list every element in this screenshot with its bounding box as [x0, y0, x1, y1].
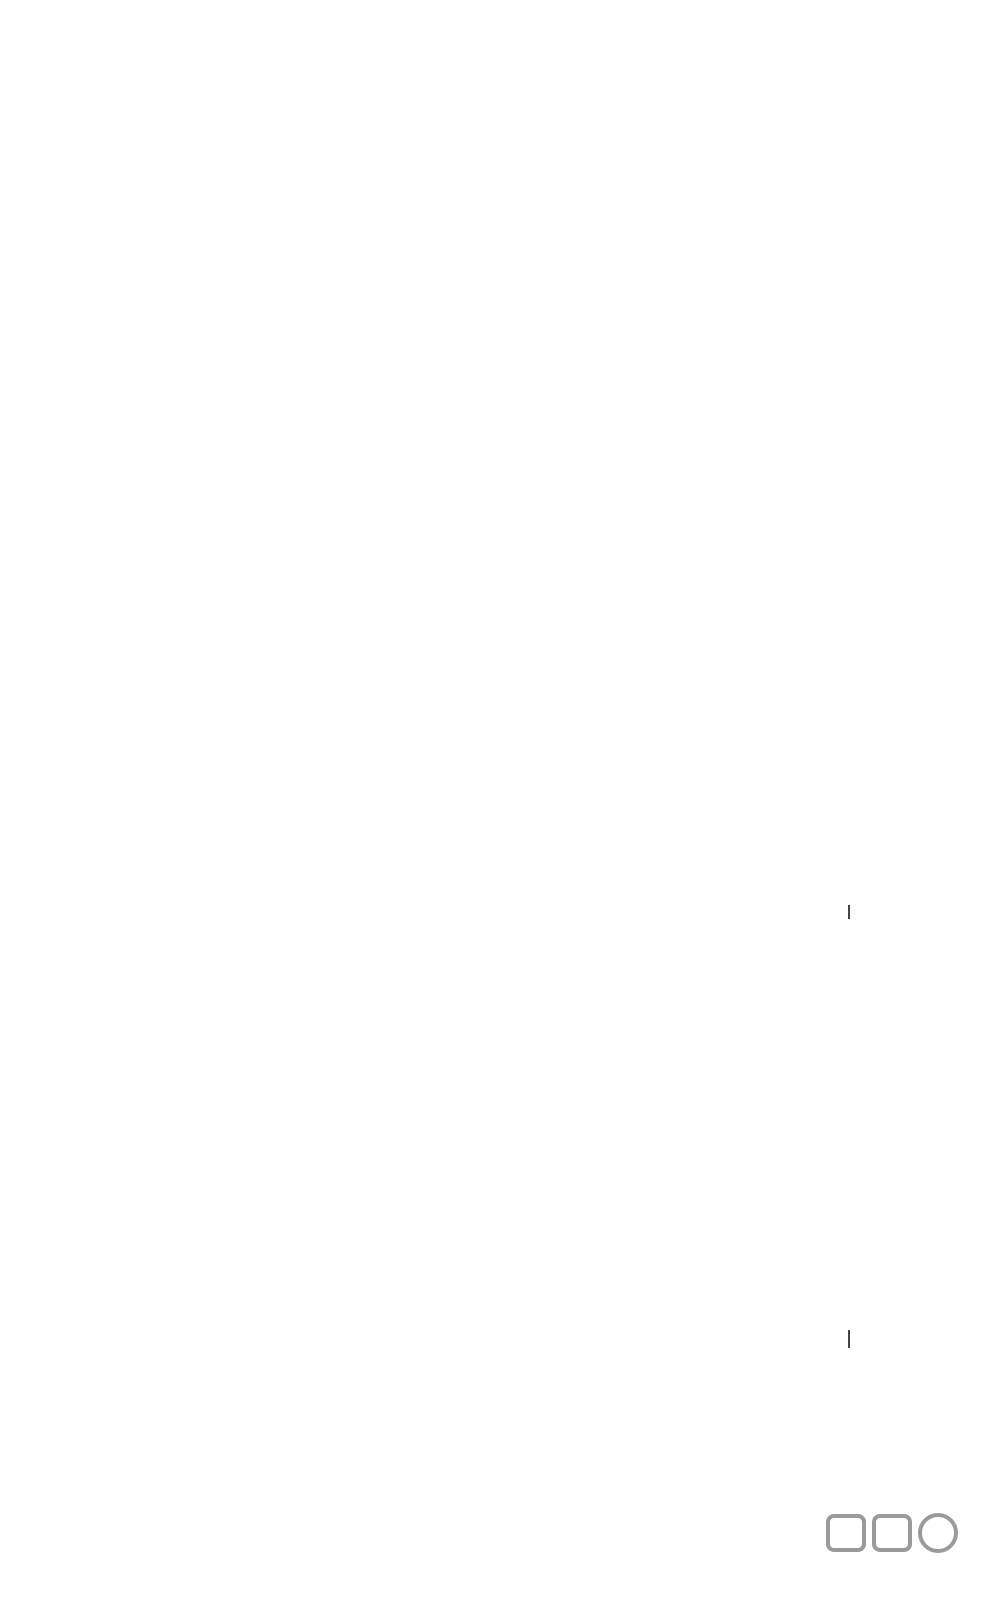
- page-body: [178, 58, 818, 380]
- heading-nengli: [178, 142, 818, 164]
- heading-jichu: [178, 120, 818, 142]
- chapter-title: [178, 270, 818, 308]
- number-line-svg: [178, 330, 478, 380]
- watermark-logo: [820, 1510, 985, 1590]
- heading-zhishi: [178, 98, 818, 120]
- number-line-figure: [178, 330, 818, 380]
- heading-zhishi: [178, 204, 818, 226]
- heading-gaopin: [178, 308, 818, 330]
- heading-jichu: [178, 226, 818, 248]
- heading-nengli: [178, 248, 818, 270]
- section-title-2-14: [178, 58, 818, 98]
- section-title-2-15: [178, 164, 818, 204]
- margin-mark: [848, 905, 850, 919]
- margin-mark: [848, 1330, 850, 1348]
